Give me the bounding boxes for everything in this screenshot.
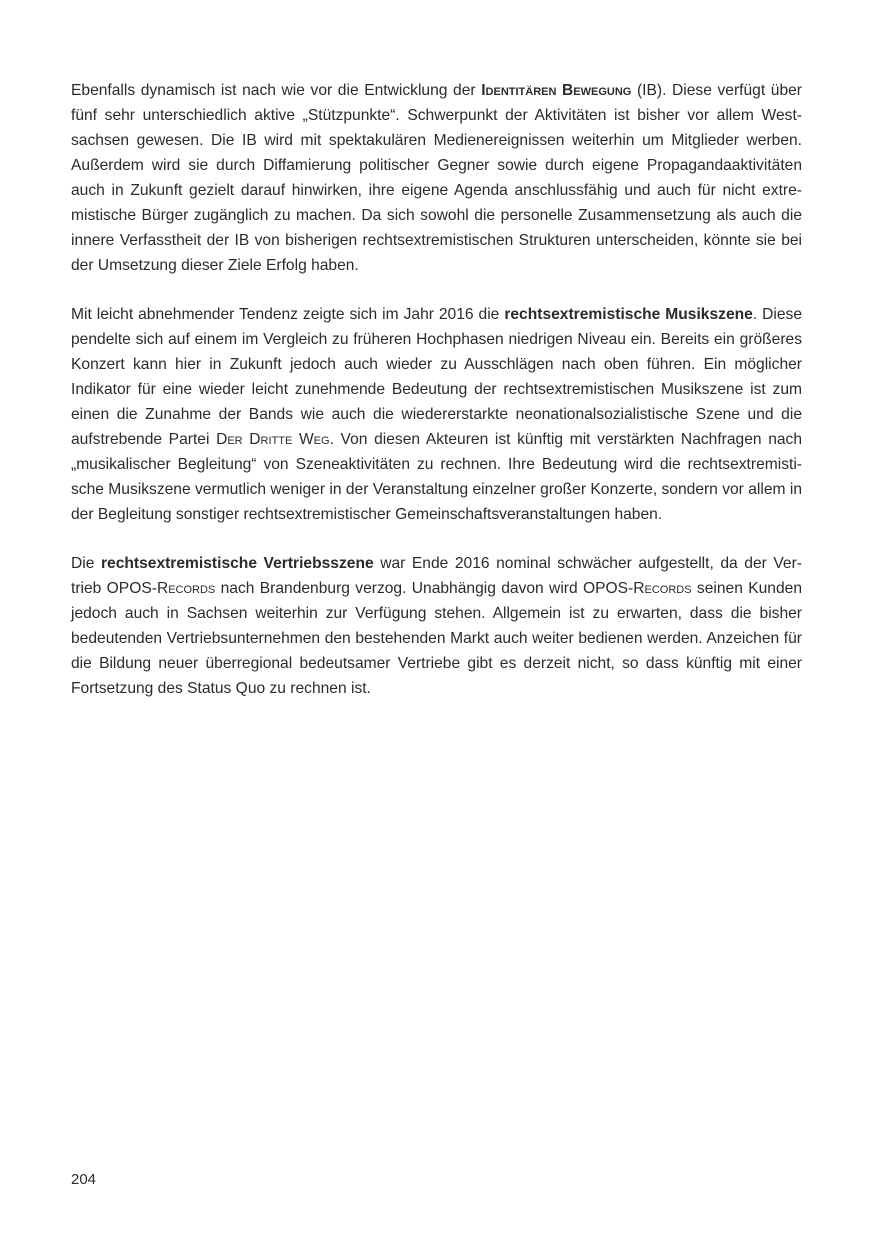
organization-name: Identitären Bewegung <box>481 82 632 99</box>
text-span: Die <box>71 555 101 572</box>
text-span: nach Brandenburg verzog. Unabhängig davon wird OPOS- <box>215 580 634 597</box>
paragraph-musikszene <box>71 302 802 527</box>
text-span: (IB). Diese verfügt über fünf sehr unterschiedlich aktive „Stützpunkte“. Schwerpunkt der Aktivitäten ist bisher vor allem Westsachsen gewesen. Die IB wird mit spektakulären Medienereignissen weiterhin um Mitglieder werben. Außerdem wird sie durch Diffamierung politischer Gegner sowie durch eigene Propagandaaktivitäten auch in Zukunft gezielt darauf hinwirken, ihre eigene Agenda anschlussfähig und auch für nicht extremistische Bürger zugänglich zu machen. Da sich sowohl die personelle Zusammensetzung als auch die innere Verfasstheit der IB von bisherigen rechtsextremistischen Strukturen unterscheiden, könnte sie bei der Umsetzung dieser Ziele Erfolg haben. <box>71 82 802 274</box>
paragraph-identitaere-bewegung <box>71 78 802 278</box>
page-number: 204 <box>71 1171 97 1188</box>
body-text <box>71 78 802 725</box>
text-span: . Diese pendelte sich auf einem im Vergleich zu früheren Hochphasen niedrigen Niveau ein. Bereits ein größeres Konzert kann hier in Zukunft jedoch auch wieder zu Ausschlägen nach oben führen. Ein möglicher Indikator für eine wieder leicht zunehmende Bedeutung der rechtsextremistischen Musikszene ist zum einen die Zunahme der Bands wie auch die wiedererstarkte neonationalsozialistische Szene und die aufstrebende Partei <box>71 306 802 448</box>
key-term: rechtsextremistische Musikszene <box>504 306 753 323</box>
label-name: Records <box>156 580 216 597</box>
text-span: war Ende 2016 nominal schwächer aufgestellt, da der Vertrieb OPOS- <box>71 555 802 597</box>
key-term: rechtsextremistische Vertriebsszene <box>100 555 374 572</box>
label-name: Records <box>633 580 692 597</box>
text-span: seinen Kunden jedoch auch in Sachsen weiterhin zur Verfügung stehen. Allgemein ist zu erwarten, dass die bisher bedeutenden Vertriebsunternehmen den bestehenden Markt auch weiter bedienen werden. Anzeichen für die Bildung neuer überregional bedeutsamer Vertriebe gibt es derzeit nicht, so dass künftig mit einer Fortsetzung des Status Quo zu rechnen ist. <box>71 580 802 697</box>
party-name: Der Dritte Weg <box>216 431 330 448</box>
paragraph-vertriebsszene <box>71 551 802 701</box>
text-span: . Von diesen Akteuren ist künftig mit verstärkten Nachfragen nach „musikalischer Begleitung“ von Szeneaktivitäten zu rechnen. Ihre Bedeutung wird die rechtsextremistische Musikszene vermutlich weniger in der Veranstaltung einzelner großer Konzerte, sondern vor allem in der Begleitung sonstiger rechtsextremistischer Gemeinschaftsveranstaltungen haben. <box>71 431 803 523</box>
text-span: Mit leicht abnehmender Tendenz zeigte sich im Jahr 2016 die <box>71 306 505 323</box>
text-span: Ebenfalls dynamisch ist nach wie vor die Entwicklung der <box>71 82 482 99</box>
